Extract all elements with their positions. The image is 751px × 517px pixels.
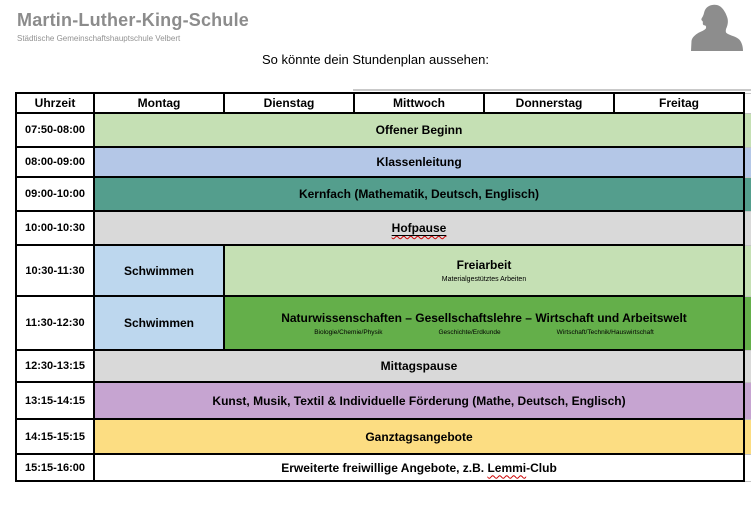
- entry-hofpause: [94, 211, 744, 245]
- cutoff-column: [744, 419, 751, 454]
- cutoff-column: [744, 177, 751, 211]
- cutoff-column: [744, 382, 751, 419]
- time-cell: 08:00-09:00: [16, 147, 94, 177]
- entry-klassenleitung: Klassenleitung: [94, 147, 744, 177]
- table-row: [16, 245, 751, 296]
- col-header-donnerstag: Donnerstag: [484, 93, 614, 113]
- timetable: [15, 92, 751, 482]
- cutoff-column: [744, 93, 751, 113]
- stundenplan-table: [15, 92, 751, 482]
- table-row: [16, 454, 751, 481]
- table-header-row: [16, 93, 751, 113]
- table-row: [16, 350, 751, 382]
- school-name: Martin-Luther-King-Schule: [17, 10, 249, 30]
- subject-label: Geschichte/Erdkunde: [438, 328, 501, 336]
- col-header-mittwoch: Mittwoch: [354, 93, 484, 113]
- entry-freiarbeit: [224, 245, 744, 296]
- entry-title: Freiarbeit: [456, 258, 512, 272]
- school-header: [17, 10, 249, 43]
- time-cell: 11:30-12:30: [16, 296, 94, 350]
- table-row: [16, 147, 751, 177]
- table-row: [16, 211, 751, 245]
- time-cell: 10:00-10:30: [16, 211, 94, 245]
- cutoff-column: [744, 454, 751, 481]
- entry-schwimmen: Schwimmen: [94, 245, 224, 296]
- school-subtitle: Städtische Gemeinschaftshauptschule Velbert: [17, 34, 181, 43]
- entry-subtitle: Materialgestütztes Arbeiten: [441, 276, 527, 283]
- time-cell: 12:30-13:15: [16, 350, 94, 382]
- divider-line: [353, 89, 751, 91]
- table-row: [16, 296, 751, 350]
- entry-subject-list: [227, 329, 741, 336]
- entry-ganztagsangebote: Ganztagsangebote: [94, 419, 744, 454]
- entry-text: -Club: [526, 460, 557, 475]
- col-header-freitag: Freitag: [614, 93, 744, 113]
- cutoff-column: [744, 147, 751, 177]
- entry-kunst-musik: Kunst, Musik, Textil & Individuelle Förderung (Mathe, Deutsch, Englisch): [94, 382, 744, 419]
- entry-title: Naturwissenschaften – Gesellschaftslehre – Wirtschaft und Arbeitswelt: [281, 310, 687, 325]
- cutoff-column: [744, 350, 751, 382]
- col-header-montag: Montag: [94, 93, 224, 113]
- mlk-silhouette-icon: [691, 3, 743, 51]
- entry-naturwissenschaften: [224, 296, 744, 350]
- entry-offener-beginn: Offener Beginn: [94, 113, 744, 147]
- entry-schwimmen: Schwimmen: [94, 296, 224, 350]
- table-row: [16, 419, 751, 454]
- col-header-dienstag: Dienstag: [224, 93, 354, 113]
- time-cell: 07:50-08:00: [16, 113, 94, 147]
- entry-text: Erweiterte freiwillige Angebote, z.B.: [281, 460, 488, 475]
- table-row: [16, 113, 751, 147]
- spellcheck-underline: Hofpause: [391, 221, 447, 235]
- subject-label: Wirtschaft/Technik/Hauswirtschaft: [556, 328, 654, 336]
- time-cell: 15:15-16:00: [16, 454, 94, 481]
- entry-kernfach: Kernfach (Mathematik, Deutsch, Englisch): [94, 177, 744, 211]
- subject-label: Biologie/Chemie/Physik: [314, 328, 383, 336]
- intro-text: So könnte dein Stundenplan aussehen:: [262, 52, 489, 67]
- entry-erweiterte-angebote: [94, 454, 744, 481]
- spellcheck-underline: Lemmi: [487, 460, 527, 475]
- time-cell: 13:15-14:15: [16, 382, 94, 419]
- time-cell: 14:15-15:15: [16, 419, 94, 454]
- entry-mittagspause: Mittagspause: [94, 350, 744, 382]
- time-cell: 10:30-11:30: [16, 245, 94, 296]
- cutoff-column: [744, 211, 751, 245]
- cutoff-column: [744, 296, 751, 350]
- table-row: [16, 382, 751, 419]
- table-row: [16, 177, 751, 211]
- time-cell: 09:00-10:00: [16, 177, 94, 211]
- cutoff-column: [744, 113, 751, 147]
- cutoff-column: [744, 245, 751, 296]
- col-header-uhrzeit: Uhrzeit: [16, 93, 94, 113]
